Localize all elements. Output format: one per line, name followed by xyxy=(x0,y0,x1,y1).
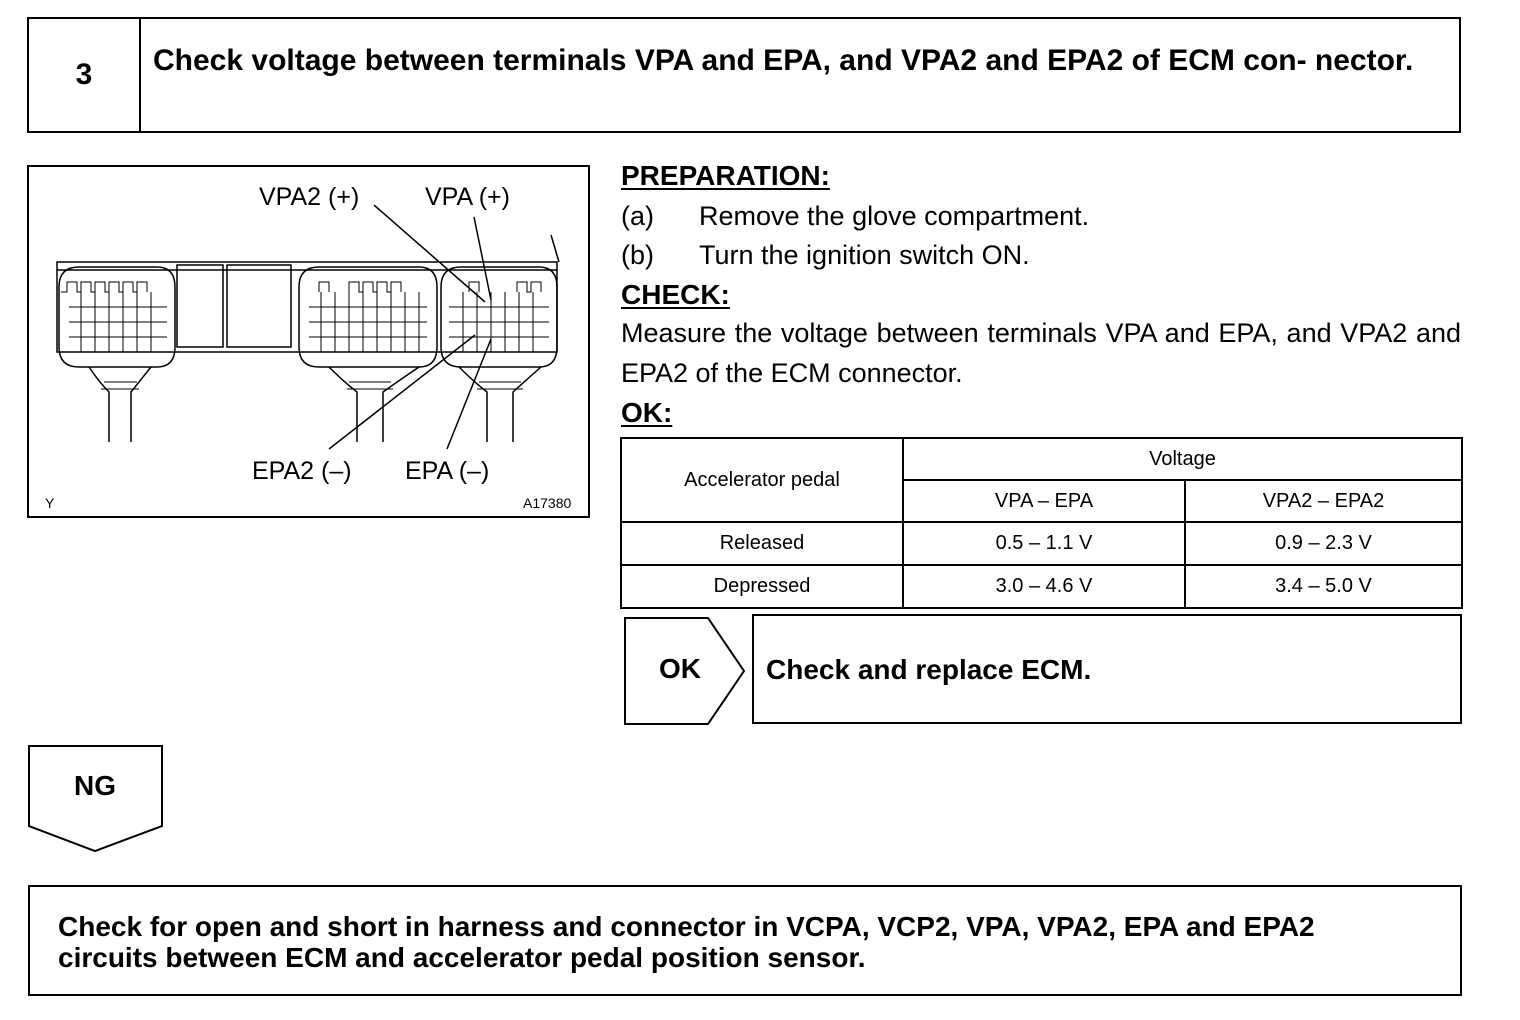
harness-right xyxy=(459,367,541,442)
column-header-vpa2-epa2: VPA2 – EPA2 xyxy=(1185,480,1462,522)
diagram-corner-letter: Y xyxy=(45,495,55,511)
leader-vpa xyxy=(474,217,491,300)
item-text: Turn the ignition switch ON. xyxy=(699,240,1030,270)
value-cell: 3.0 – 4.6 V xyxy=(903,565,1185,608)
row-header-cell: Accelerator pedal xyxy=(621,438,903,522)
blank-block-2 xyxy=(227,265,291,347)
voltage-spec-table xyxy=(620,437,1463,609)
column-header-vpa-epa: VPA – EPA xyxy=(903,480,1185,522)
step-number: 3 xyxy=(29,19,141,131)
preparation-item-a xyxy=(621,196,1461,236)
ecm-connector-illustration xyxy=(29,167,588,516)
condition-depressed: Depressed xyxy=(621,565,903,608)
check-text: Measure the voltage between terminals VPA and EPA, and VPA2 and EPA2 of the ECM connector. xyxy=(621,318,1461,388)
preparation-item-b xyxy=(621,235,1461,275)
final-action-box xyxy=(28,885,1462,996)
label-epa2-minus: EPA2 (–) xyxy=(252,457,352,485)
label-epa-minus: EPA (–) xyxy=(405,457,490,485)
step-title: Check voltage between terminals VPA and EPA, and VPA2 and EPA2 of ECM con- nector. xyxy=(153,44,1414,77)
preparation-heading: PREPARATION: xyxy=(621,160,830,191)
blank-block-1 xyxy=(177,265,223,347)
ok-heading: OK: xyxy=(621,397,673,428)
ok-result-box xyxy=(752,614,1462,724)
value-cell: 0.5 – 1.1 V xyxy=(903,522,1185,565)
ok-label: OK xyxy=(659,653,701,684)
item-text: Remove the glove compartment. xyxy=(699,201,1090,231)
label-vpa-plus: VPA (+) xyxy=(425,183,510,211)
ng-label: NG xyxy=(74,770,116,801)
leader-epa xyxy=(447,339,491,449)
value-cell: 3.4 – 5.0 V xyxy=(1185,565,1462,608)
voltage-group-header: Voltage xyxy=(903,438,1462,480)
value-cell: 0.9 – 2.3 V xyxy=(1185,522,1462,565)
condition-released: Released xyxy=(621,522,903,565)
item-letter: (b) xyxy=(621,240,654,270)
step-header xyxy=(27,17,1461,133)
item-letter: (a) xyxy=(621,201,654,231)
harness-left xyxy=(89,367,151,442)
ok-result-text: Check and replace ECM. xyxy=(766,654,1092,685)
final-action-line-2: circuits between ECM and accelerator pedal position sensor. xyxy=(58,942,866,973)
check-heading: CHECK: xyxy=(621,279,730,310)
final-action-text xyxy=(58,911,1438,973)
connector-diagram xyxy=(27,165,590,518)
table-row xyxy=(621,522,1462,565)
figure-id: A17380 xyxy=(523,495,572,511)
final-action-line-1: Check for open and short in harness and connector in VCPA, VCP2, VPA, VPA2, EPA and EPA2 xyxy=(58,911,1315,942)
harness-center xyxy=(329,367,419,442)
label-vpa2-plus: VPA2 (+) xyxy=(259,183,360,211)
table-row xyxy=(621,565,1462,608)
